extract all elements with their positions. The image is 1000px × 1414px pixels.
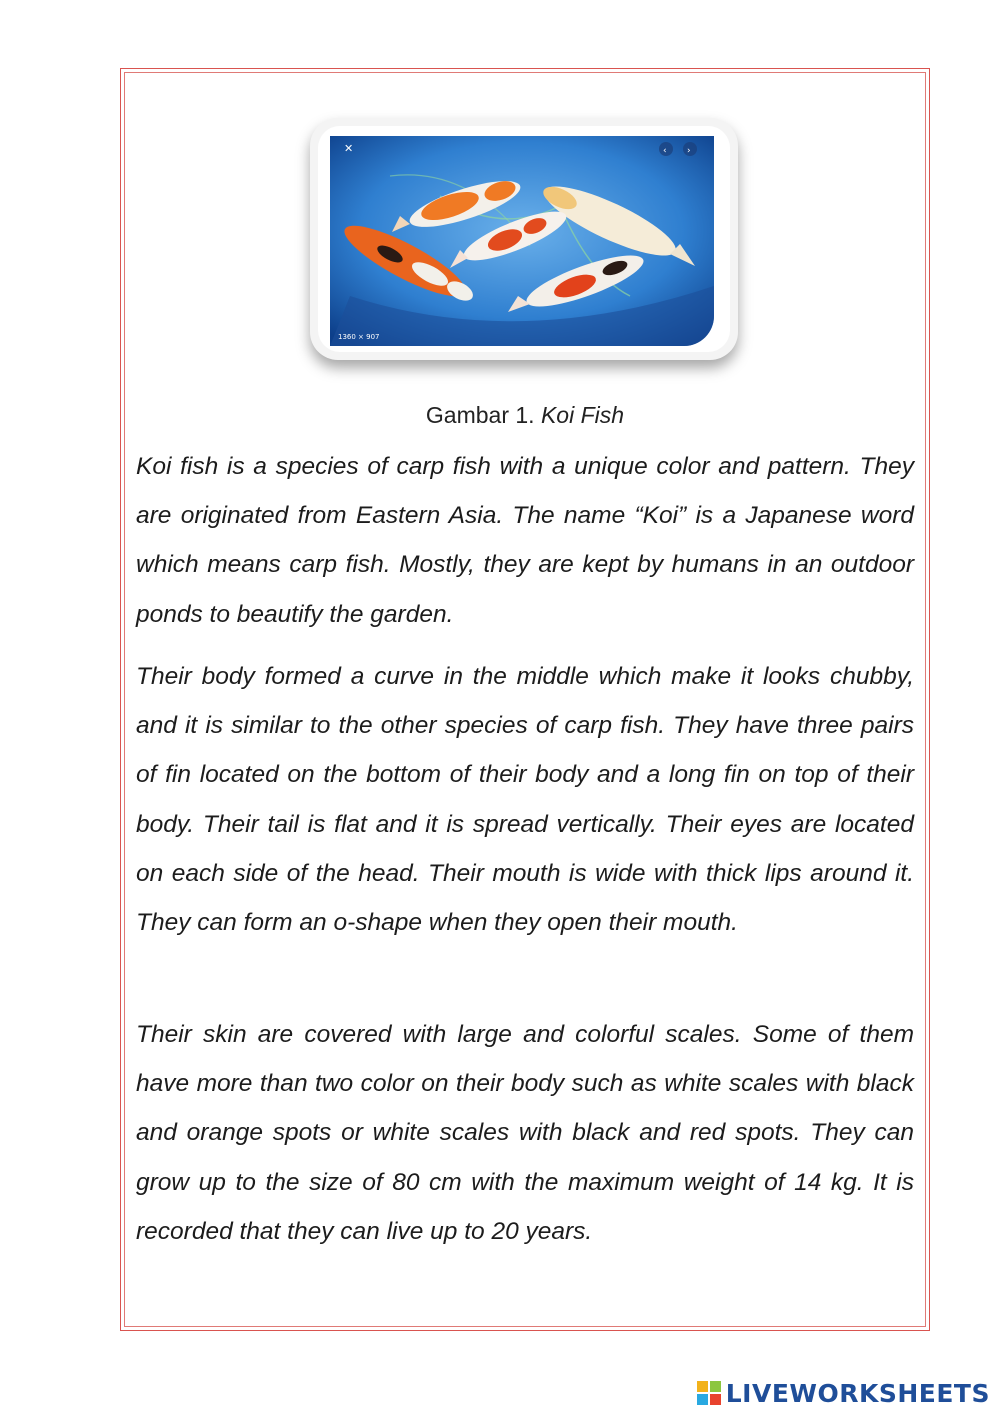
- close-icon: ✕: [344, 142, 354, 155]
- image-size-label: 1360 × 907: [338, 333, 380, 341]
- paragraph-skin-scales: Their skin are covered with large and colorful scales. Some of them have more than two color on their body such as white scales with black and orange spots or white scales with black and red spots. They can grow up to the size of 80 cm with the maximum weight of 14 kg. It is recorded that they can live up to 20 years.: [136, 1021, 914, 1245]
- liveworksheets-grid-icon: [696, 1380, 722, 1406]
- figure-caption: [120, 402, 930, 429]
- koi-photo-mat: [318, 126, 730, 352]
- koi-photo-frame: [310, 118, 738, 360]
- paragraph-intro: Koi fish is a species of carp fish with a unique color and pattern. They are originated from Eastern Asia. The name “Koi” is a Japanese word which means carp fish. Mostly, they are kept by humans in an outdoor ponds to beautify the garden.: [136, 453, 914, 628]
- koi-fish-photo: [330, 136, 714, 346]
- svg-text:›: ›: [687, 146, 691, 156]
- brand-name: LIVEWORKSHEETS: [725, 1378, 990, 1408]
- liveworksheets-logo: [696, 1378, 990, 1408]
- caption-prefix: Gambar 1.: [425, 402, 535, 428]
- svg-text:‹: ‹: [663, 146, 667, 156]
- paragraph-body-shape: Their body formed a curve in the middle which make it looks chubby, and it is similar to the other species of carp fish. They have three pairs of fin located on the bottom of their body and a long fin on top of their body. Their tail is flat and it is spread vertically. Their eyes are located on each side of the head. Their mouth is wide with thick lips around it. They can form an o-shape when they open their mouth.: [136, 663, 914, 937]
- caption-title: Koi Fish: [540, 402, 625, 428]
